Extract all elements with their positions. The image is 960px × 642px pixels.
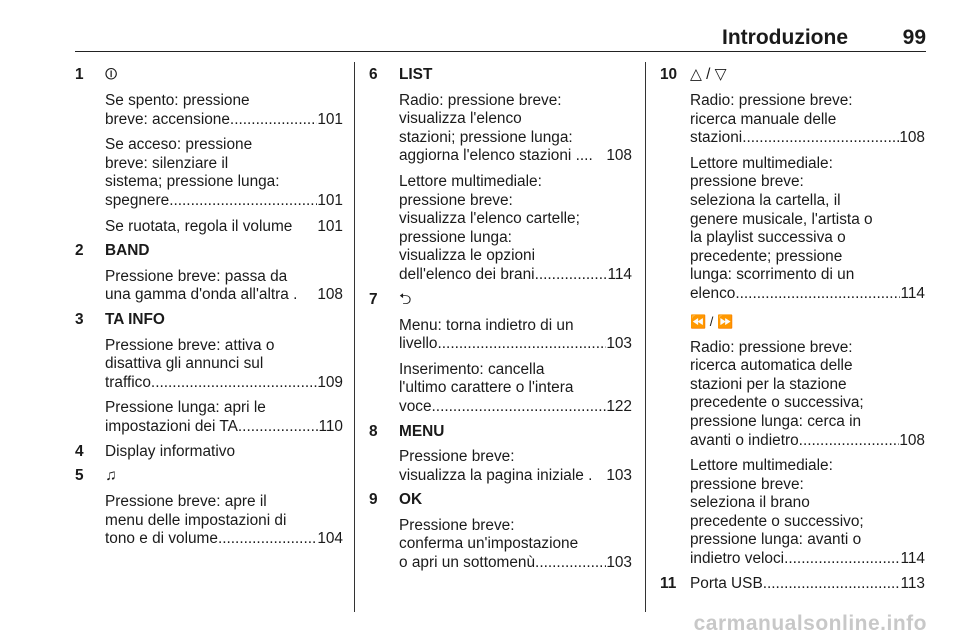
item-number: 8 <box>369 422 378 440</box>
item-label: BAND <box>105 242 150 260</box>
entry-line: genere musicale, l'artista o <box>690 210 873 228</box>
entry-line: Se acceso: pressione <box>105 136 253 154</box>
leader-line: impostazioni dei TA ..... 110 <box>105 418 343 437</box>
entry-line: breve: silenziare il <box>105 154 229 172</box>
column-divider-2 <box>645 62 646 612</box>
entry-line: visualizza le opzioni <box>399 247 536 265</box>
item-number: 10 <box>660 66 678 83</box>
leader-line: una gamma d'onda all'altra . 108 <box>105 286 343 304</box>
item-number: 5 <box>75 467 84 485</box>
page-ref: 101 <box>317 191 343 209</box>
page-title: Introduzione <box>722 26 848 49</box>
back-arrow-icon: ⮌ <box>399 290 412 308</box>
page-ref: 122 <box>606 397 632 415</box>
entry-line: disattiva gli annunci sul <box>105 355 264 373</box>
item-number: 6 <box>369 66 378 83</box>
page-ref: 101 <box>317 110 343 128</box>
header-rule <box>75 51 926 52</box>
entry-line: Radio: pressione breve: <box>399 91 562 109</box>
entry-line: Pressione breve: attiva o <box>105 336 275 354</box>
list-item-8 <box>369 423 632 486</box>
list-item-4 <box>75 443 343 462</box>
entry-line: pressione breve: <box>690 475 804 493</box>
entry <box>399 92 632 166</box>
entry <box>690 92 925 148</box>
leader-line: indietro veloci ..... 114 <box>690 550 925 569</box>
list-item-11 <box>660 575 925 594</box>
entry-line: seleziona la cartella, il <box>690 191 841 209</box>
entry-line: stazioni per la stazione <box>690 375 847 393</box>
entry-line: Radio: pressione breve: <box>690 92 853 109</box>
entry-line: seleziona il brano <box>690 494 810 512</box>
entry-line: Pressione lunga: apri le <box>105 399 266 417</box>
entry-line: menu delle impostazioni di <box>105 511 287 529</box>
item-number: 9 <box>369 491 378 509</box>
page-ref: 101 <box>317 217 343 235</box>
entry-line: Lettore multimediale: <box>690 154 833 172</box>
page-ref: 108 <box>317 286 343 304</box>
page-header <box>75 22 926 52</box>
entry-line: Pressione breve: apre il <box>105 493 267 511</box>
entry-line: visualizza l'elenco <box>399 110 522 128</box>
music-note-icon: ♫ <box>105 467 117 485</box>
page-ref: 103 <box>606 335 632 353</box>
list-item-10 <box>660 66 925 569</box>
leader-line: Porta USB ..... 113 <box>690 575 925 594</box>
entry <box>690 457 925 569</box>
leader-line: aggiorna l'elenco stazioni .... 108 <box>399 147 632 165</box>
entry-line: la playlist successiva o <box>690 229 846 247</box>
leader-line: o apri un sottomenù ..... 103 <box>399 554 632 573</box>
entry <box>399 517 632 573</box>
watermark: carmanualsonline.info <box>693 612 927 635</box>
item-number: 11 <box>660 574 677 592</box>
entry-line: precedente o successivo; <box>690 512 864 530</box>
leader-line: elenco ..... 114 <box>690 285 925 304</box>
seek-icon: ⏪ / ⏩ <box>690 313 734 329</box>
page-ref: 114 <box>900 550 925 568</box>
page-ref: 108 <box>899 129 925 147</box>
item-number: 2 <box>75 242 84 260</box>
entry <box>399 317 632 354</box>
leader-line: traffico ..... 109 <box>105 374 343 393</box>
entry <box>105 218 343 237</box>
list-item-2 <box>75 242 343 305</box>
page-ref: 113 <box>900 574 925 592</box>
entry-line: sistema; pressione lunga: <box>105 173 280 191</box>
entry-line: pressione lunga: <box>399 228 512 246</box>
leader-line: avanti o indietro ..... 108 <box>690 432 925 451</box>
item-label: TA INFO <box>105 310 165 328</box>
item-label: OK <box>399 491 423 509</box>
page-number: 99 <box>902 26 926 49</box>
page-ref: 109 <box>317 373 343 391</box>
page-ref: 110 <box>318 417 343 435</box>
entry-line: precedente; pressione <box>690 247 843 265</box>
entry <box>399 448 632 485</box>
page-ref: 114 <box>900 284 925 302</box>
entry <box>105 136 343 210</box>
entry-line: Pressione breve: passa da <box>105 267 288 285</box>
entry-line: pressione lunga: avanti o <box>690 531 862 549</box>
list-item-3 <box>75 311 343 437</box>
entry <box>105 399 343 436</box>
column-divider-1 <box>354 62 355 612</box>
column-1 <box>75 66 343 549</box>
entry <box>105 493 343 549</box>
up-down-triangle-icon: △ / ▽ <box>690 66 727 83</box>
entry-line: Inserimento: cancella <box>399 360 545 378</box>
entry-line: ricerca manuale delle <box>690 110 837 128</box>
entry <box>105 337 343 393</box>
leader-line: dell'elenco dei brani ..... 114 <box>399 266 632 285</box>
page-ref: 114 <box>607 265 632 283</box>
entry-line: Se spento: pressione <box>105 92 250 109</box>
entry <box>690 155 925 304</box>
page-ref: 104 <box>317 530 343 548</box>
page-ref: 108 <box>899 431 925 449</box>
entry <box>690 339 925 451</box>
entry <box>105 268 343 305</box>
entry <box>399 361 632 417</box>
leader-line: voce ..... 122 <box>399 398 632 417</box>
entry <box>399 173 632 285</box>
page-ref: 103 <box>606 554 632 572</box>
leader-line: visualizza la pagina iniziale . 103 <box>399 466 632 484</box>
entry-line: pressione breve: <box>690 173 804 191</box>
entry-line: Pressione breve: <box>399 448 515 466</box>
leader-line: spegnere ..... 101 <box>105 192 343 211</box>
entry-line: l'ultimo carattere o l'intera <box>399 379 574 397</box>
entry <box>105 92 343 129</box>
column-2 <box>369 66 632 573</box>
column-3 <box>660 66 925 593</box>
item-number: 4 <box>75 442 84 460</box>
entry-line: visualizza l'elenco cartelle; <box>399 210 580 228</box>
item-number: 1 <box>75 66 84 83</box>
entry-line: Radio: pressione breve: <box>690 338 853 356</box>
list-item-1 <box>75 66 343 236</box>
entry-line: lunga: scorrimento di un <box>690 266 855 284</box>
list-item-6 <box>369 66 632 285</box>
entry-line: ricerca automatica delle <box>690 357 853 375</box>
leader-line: livello ..... 103 <box>399 335 632 354</box>
leader-line: breve: accensione ..... 101 <box>105 111 343 130</box>
entry-line: precedente o successiva; <box>690 394 864 412</box>
entry-line: pressione lunga: cerca in <box>690 412 862 430</box>
entry-line: pressione breve: <box>399 191 513 209</box>
entry-line: Lettore multimediale: <box>399 172 542 190</box>
item-label: MENU <box>399 422 445 440</box>
power-icon: ⏼ <box>105 66 118 83</box>
list-item-5 <box>75 467 343 549</box>
leader-line: tono e di volume ..... 104 <box>105 530 343 549</box>
item-number: 7 <box>369 290 378 308</box>
item-text: Display informativo <box>105 442 236 460</box>
entry-line: conferma un'impostazione <box>399 535 579 553</box>
list-item-9 <box>369 491 632 572</box>
list-item-7 <box>369 291 632 417</box>
entry-line: Lettore multimediale: <box>690 457 833 475</box>
item-number: 3 <box>75 310 84 328</box>
item-label: LIST <box>399 66 433 83</box>
leader-line: Se ruotata, regola il volume 101 <box>105 217 343 235</box>
leader-line: stazioni ..... 108 <box>690 129 925 148</box>
entry-line: stazioni; pressione lunga: <box>399 128 573 146</box>
page-ref: 108 <box>606 147 632 165</box>
page-ref: 103 <box>606 466 632 484</box>
entry-line: Pressione breve: <box>399 516 515 534</box>
entry-line: Menu: torna indietro di un <box>399 316 574 334</box>
